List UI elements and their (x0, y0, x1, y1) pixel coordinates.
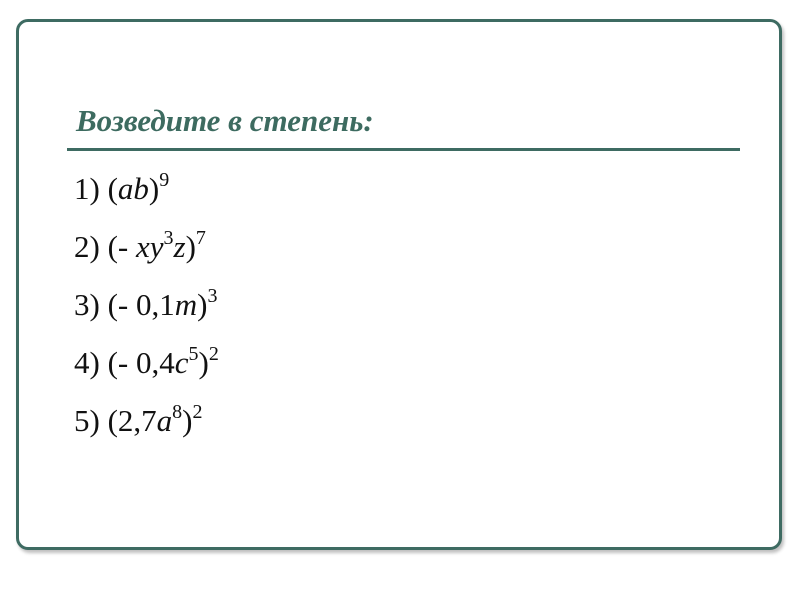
exponent: 5 (188, 342, 199, 365)
problem-item (74, 285, 219, 343)
exponent: 8 (172, 400, 183, 423)
problem-number: 2) (74, 229, 108, 264)
expression-text: (- 0,4 (107, 345, 175, 380)
expression-text: ) (198, 345, 209, 380)
expression-text: (2,7 (107, 403, 157, 438)
problem-list (74, 169, 219, 459)
problem-item (74, 401, 219, 459)
variable: ab (117, 171, 149, 206)
expression-text: ) (185, 229, 196, 264)
variable: a (156, 403, 173, 438)
variable: xy (135, 229, 164, 264)
exponent: 7 (195, 226, 206, 249)
problem-number: 3) (74, 287, 108, 322)
problem-item (74, 169, 219, 227)
problem-item (74, 227, 219, 285)
expression-text: ) (182, 403, 193, 438)
expression-text: ( (107, 171, 118, 206)
expression-text: ) (197, 287, 208, 322)
problem-item (74, 343, 219, 401)
slide-title: Возведите в степень: (76, 103, 374, 138)
variable: z (173, 229, 186, 264)
exponent: 3 (163, 226, 174, 249)
expression-text: (- 0,1 (107, 287, 175, 322)
exponent: 9 (159, 168, 170, 191)
problem-number: 5) (74, 403, 108, 438)
exponent: 2 (192, 400, 203, 423)
problem-number: 1) (74, 171, 108, 206)
exponent: 2 (208, 342, 219, 365)
expression-text: ) (148, 171, 160, 206)
title-underline (67, 148, 740, 151)
expression-text: (- (107, 229, 136, 264)
variable: c (174, 345, 189, 380)
exponent: 3 (207, 284, 218, 307)
problem-number: 4) (74, 345, 108, 380)
variable: m (174, 287, 198, 322)
